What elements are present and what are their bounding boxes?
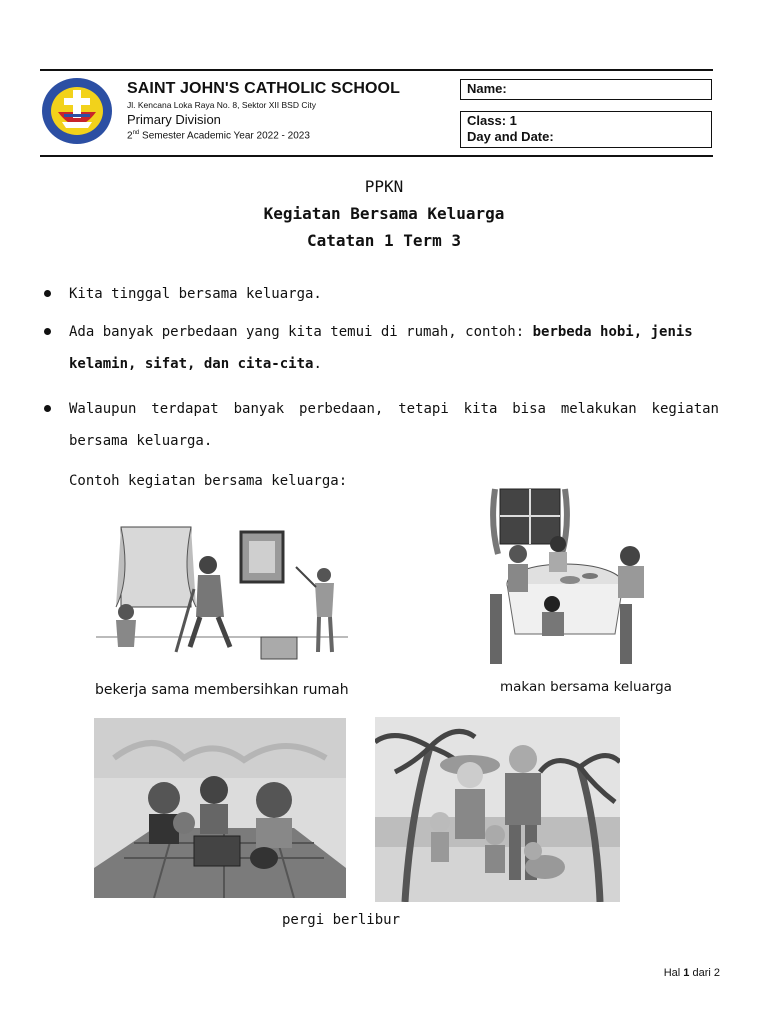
bullet-text-2: Ada banyak perbedaan yang kita temui di rumah, contoh: berbeda hobi, jenis kelamin, sifat, dan cita-cita. [69,324,693,372]
bullet-text-3: Walaupun terdapat banyak perbedaan, tetapi kita bisa melakukan kegiatan bersama keluarga. [69,401,719,449]
topic-title: Kegiatan Bersama Keluarga [263,204,505,223]
school-logo [40,76,114,146]
cleaning-illustration [96,517,348,667]
subject-title: PPKN [364,177,404,196]
examples-heading: Contoh kegiatan bersama keluarga: [69,473,348,489]
school-address: Jl. Kencana Loka Raya No. 8, Sektor XII BSD City [127,100,316,110]
bullet-dot [44,326,54,336]
class-date-field[interactable] [460,111,712,148]
note-title: Catatan 1 Term 3 [306,231,462,250]
family-meal-illustration [470,484,672,674]
division-label: Primary Division [127,112,221,127]
page-indicator: Hal 1 dari 2 [663,967,720,979]
bullet-text-1: Kita tinggal bersama keluarga. [69,286,322,302]
caption-eating: makan bersama keluarga [500,679,672,695]
bullet-dot [44,288,54,298]
header-top-rule [40,69,713,71]
class-label: Class: 1 [467,113,517,128]
beach-illustration [375,717,620,902]
semester-label: 2nd Semester Academic Year 2022 - 2023 [127,130,310,142]
school-name: SAINT JOHN'S CATHOLIC SCHOOL [127,80,400,97]
bullet-dot [44,403,54,413]
header-bottom-rule [40,155,713,157]
caption-cleaning: bekerja sama membersihkan rumah [95,682,349,698]
day-date-label: Day and Date: [467,129,554,144]
caption-vacation: pergi berlibur [282,912,401,928]
picnic-illustration [94,718,346,898]
name-field[interactable]: Name: [460,79,712,100]
